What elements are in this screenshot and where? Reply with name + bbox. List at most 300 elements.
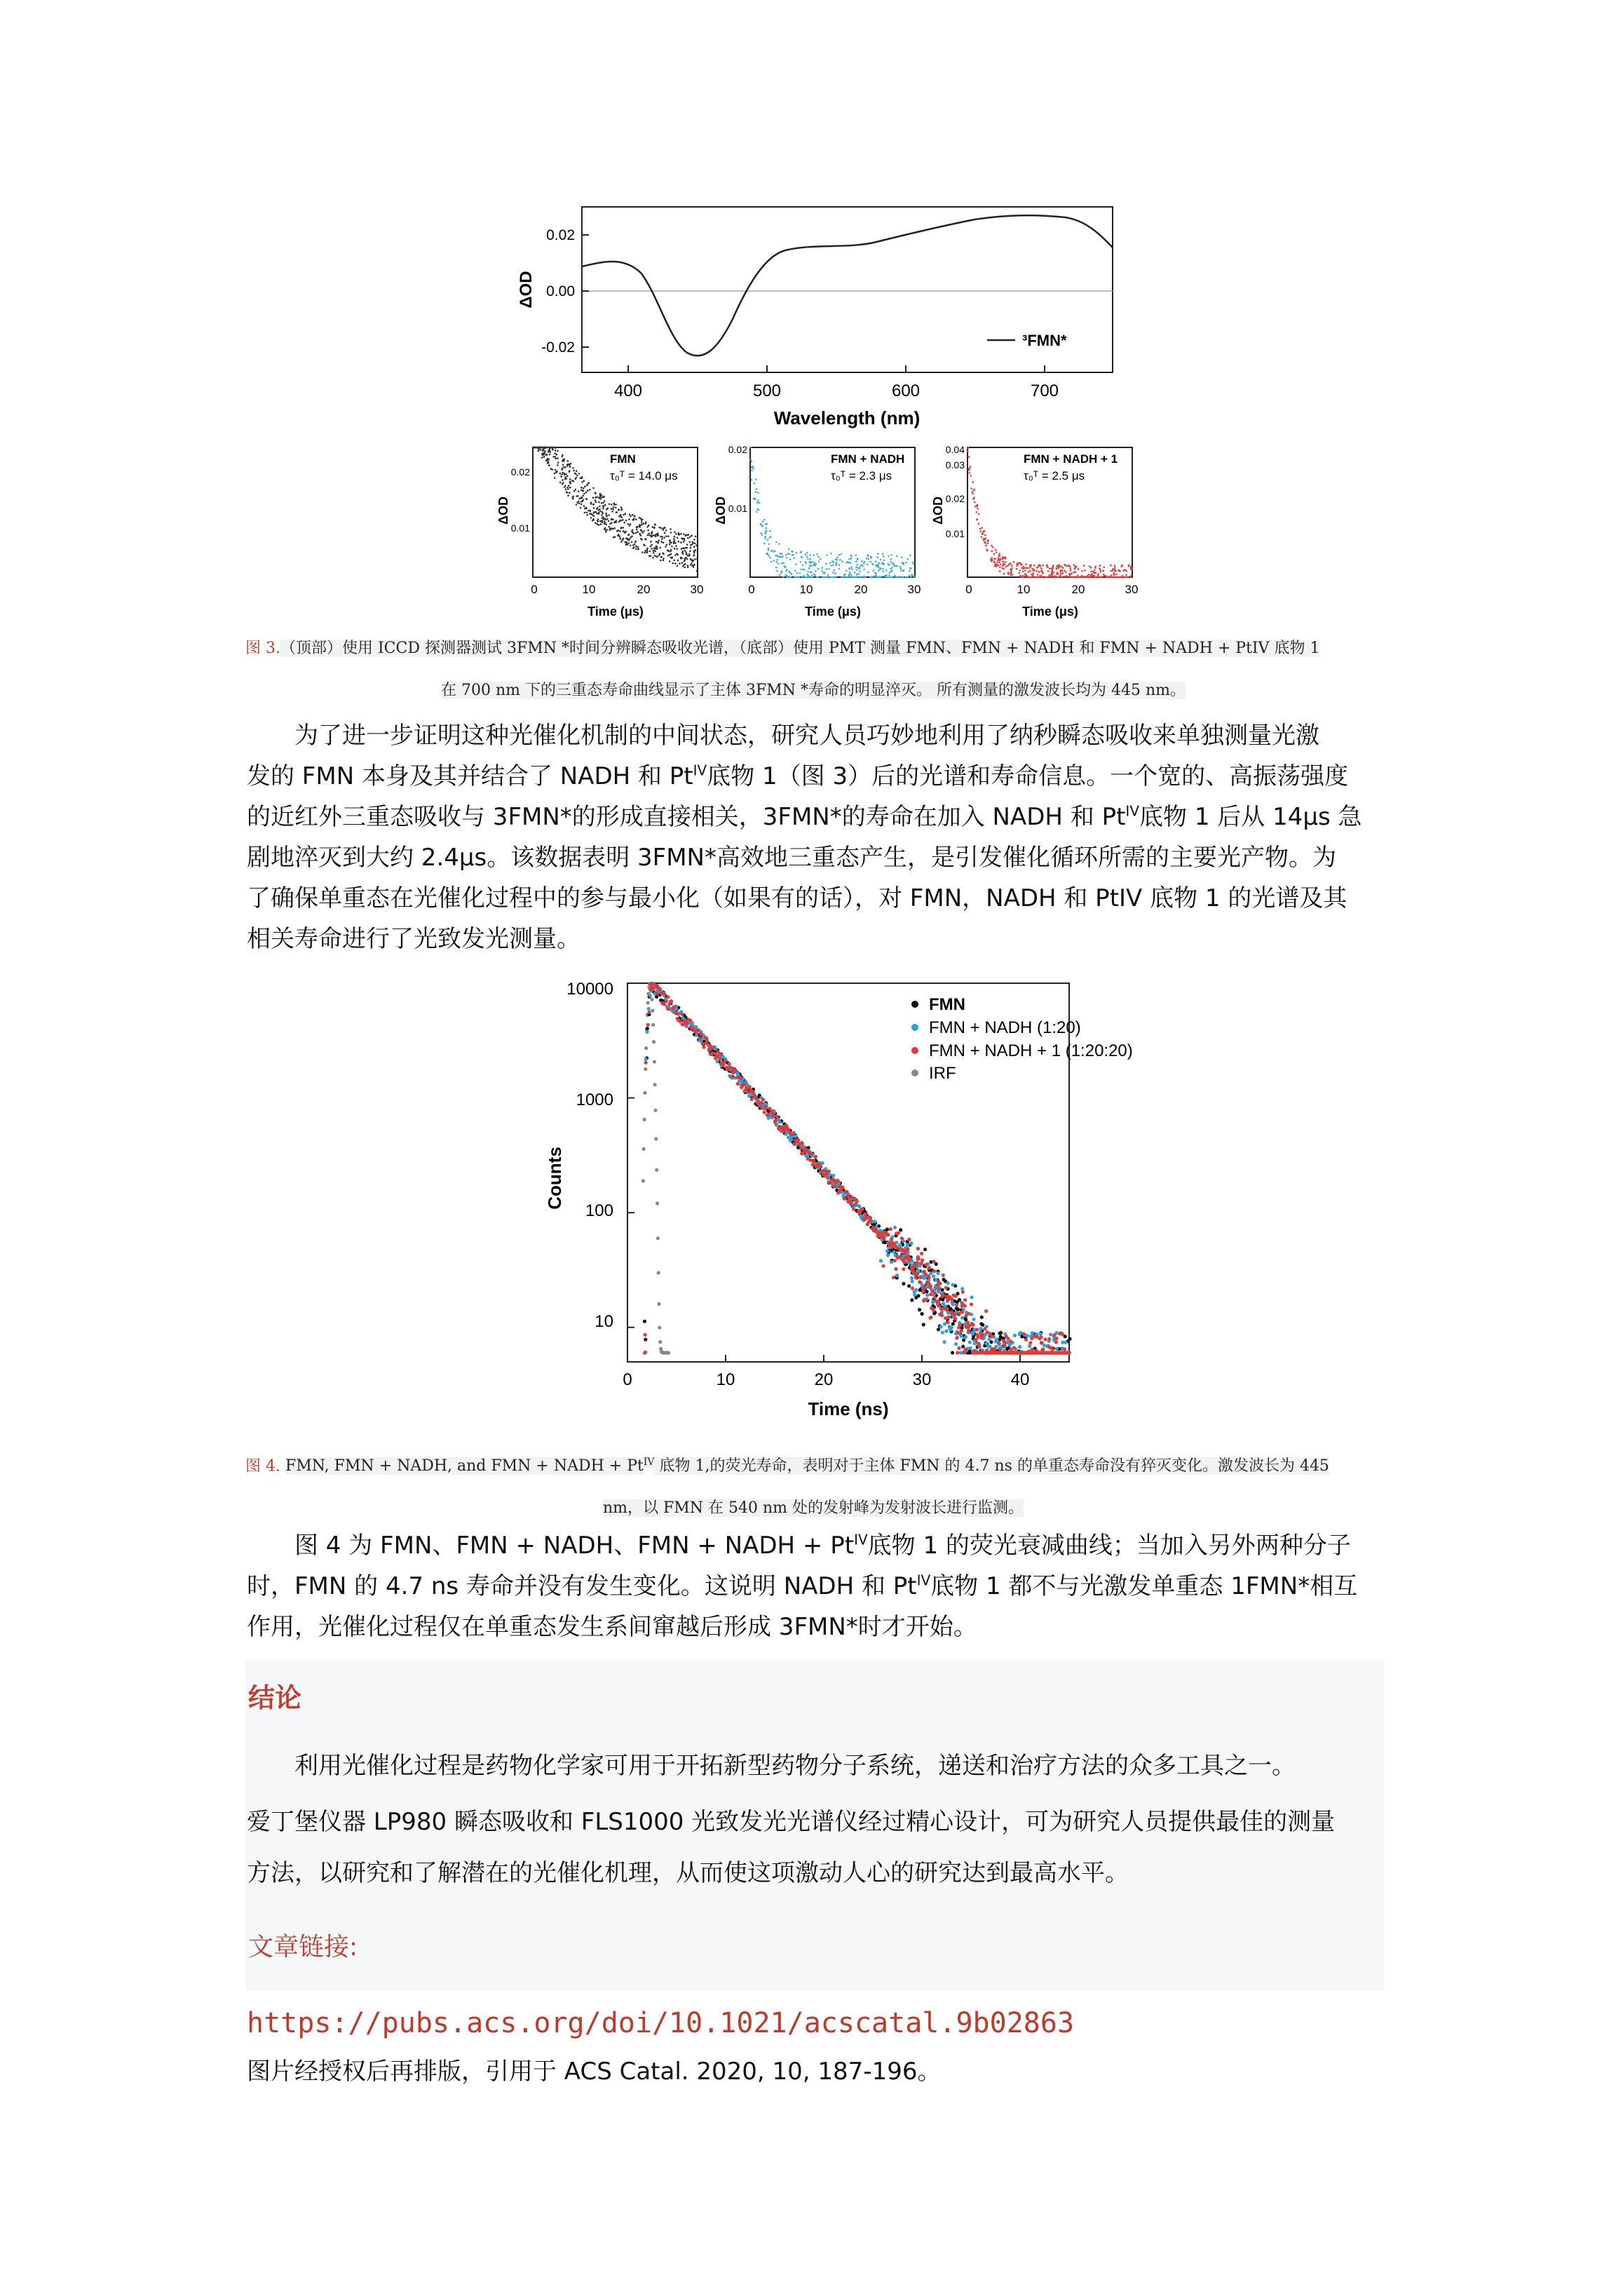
inset0-point <box>545 460 548 462</box>
inset2-xtick-3: 30 <box>1125 583 1139 596</box>
inset0-point <box>552 456 555 458</box>
inset0-point <box>690 564 692 566</box>
inset0-point <box>645 521 647 523</box>
inset0-point <box>583 480 585 482</box>
inset1-point <box>788 571 790 573</box>
inset1-point <box>850 555 853 557</box>
inset0-point <box>575 473 577 475</box>
inset0-point <box>578 498 580 500</box>
inset2-points <box>967 447 1133 579</box>
inset2-point <box>991 545 993 547</box>
inset0-point <box>683 548 685 550</box>
fig4-point-2 <box>974 1338 977 1342</box>
inset0-point <box>647 529 649 532</box>
inset2-point <box>1099 567 1101 569</box>
inset1-point <box>882 553 884 555</box>
inset0-point <box>644 550 646 552</box>
para2-l1b: 底物 1 的荧光衰减曲线；当加入另外两种分子 <box>867 1532 1351 1560</box>
fig4-point-2 <box>809 1159 813 1162</box>
inset2-point <box>1028 567 1030 569</box>
inset1-point <box>810 571 812 573</box>
inset1-point <box>763 543 766 545</box>
fig4-point-2 <box>918 1276 922 1279</box>
inset0-point <box>601 502 603 504</box>
fig4-point-1 <box>893 1226 897 1229</box>
fig4-point-2 <box>944 1286 948 1290</box>
inset1-point <box>776 555 778 557</box>
inset0-tau: τ₀ᵀ = 14.0 μs <box>610 469 678 482</box>
fig4-point-2 <box>666 1007 670 1011</box>
inset0-point <box>689 551 691 553</box>
fig4-point-2 <box>921 1259 924 1262</box>
fig4-point-2 <box>924 1263 928 1267</box>
inset0-point <box>565 489 567 491</box>
inset2-point <box>1074 568 1076 570</box>
inset0-point <box>619 538 621 540</box>
inset0-point <box>576 470 578 472</box>
inset2-point <box>1056 567 1058 569</box>
inset2-point <box>1084 576 1086 579</box>
inset2-point <box>1051 567 1053 569</box>
inset1-point <box>909 569 911 572</box>
fig4-point-2 <box>961 1290 965 1294</box>
fig4-point-2 <box>1043 1337 1047 1341</box>
inset0-point <box>674 555 677 557</box>
fig4-point-2 <box>761 1098 765 1101</box>
inset2-point <box>1131 568 1133 570</box>
fig4-point-2 <box>1041 1347 1045 1351</box>
inset2-point <box>1070 568 1072 570</box>
inset0-point <box>604 522 606 525</box>
inset0-point <box>632 514 634 516</box>
fig4-point-2 <box>810 1152 813 1155</box>
fig4-xtick-1: 10 <box>716 1370 735 1389</box>
inset1-point <box>878 562 881 565</box>
inset2-point <box>1100 571 1102 573</box>
inset0-point <box>602 508 604 510</box>
fig4-point-2 <box>929 1292 932 1296</box>
fig4-point-irf <box>655 1168 658 1172</box>
inset2-point <box>1091 573 1093 575</box>
inset1-point <box>851 568 853 570</box>
inset2-point <box>991 559 993 561</box>
figure3-top-chart <box>484 200 1129 438</box>
fig4-point-2 <box>937 1299 941 1303</box>
inset1-point <box>813 562 815 564</box>
fig4-point-2 <box>901 1248 904 1252</box>
inset1-point <box>886 576 888 579</box>
inset2-point <box>986 540 989 542</box>
fig4-point-0 <box>806 1146 810 1149</box>
inset0-point <box>623 527 625 529</box>
fig4-point-2 <box>896 1256 899 1260</box>
inset1-point <box>795 563 797 565</box>
inset2-point <box>1039 576 1041 579</box>
inset1-point <box>775 567 777 569</box>
inset0-point <box>566 464 569 466</box>
fig4-point-2 <box>954 1295 958 1298</box>
inset1-point <box>795 576 797 579</box>
inset0-point <box>618 529 620 532</box>
inset1-point <box>809 554 811 556</box>
inset2-point <box>1002 565 1004 567</box>
inset1-point <box>802 565 804 567</box>
legend-irf: IRF <box>929 1064 956 1083</box>
fig4-point-2 <box>914 1276 918 1279</box>
legend-dot-fmn-nadh-1 <box>911 1047 918 1054</box>
inset1-point <box>891 567 893 569</box>
inset0-point <box>620 506 623 508</box>
inset0-point <box>580 501 583 503</box>
inset2-point <box>970 466 972 468</box>
fig4-point-0 <box>910 1298 914 1302</box>
inset2-point <box>1071 576 1073 578</box>
inset1-point <box>817 576 819 579</box>
inset1-point <box>759 502 761 504</box>
fig4-point-2 <box>715 1054 719 1058</box>
inset0-point <box>540 449 542 451</box>
inset0-point <box>598 513 600 515</box>
fig4-point-irf <box>654 1137 658 1140</box>
fig4-point-2 <box>986 1330 989 1334</box>
inset2-xlabel: Time (μs) <box>1022 605 1078 619</box>
inset0-point <box>684 567 686 569</box>
fig4-point-2 <box>679 1020 682 1023</box>
inset0-point <box>655 547 657 549</box>
inset0-point <box>661 538 663 540</box>
inset0-point <box>637 531 639 533</box>
fig4-point-2 <box>889 1227 892 1231</box>
fig4-point-irf <box>667 1351 670 1354</box>
fig4-point-2 <box>773 1121 777 1124</box>
caption3-text2: 在 700 nm 下的三重态寿命曲线显示了主体 3FMN *寿命的明显淬灭。 所有测量的激发波长均为 445 nm。 <box>440 682 1186 699</box>
fig4-point-2 <box>700 1041 704 1045</box>
inset0-xtick-1: 10 <box>582 583 596 596</box>
inset0-point <box>683 534 685 536</box>
inset0-point <box>654 524 656 526</box>
inset1-xlabel: Time (μs) <box>805 605 861 619</box>
inset2-point <box>999 570 1001 572</box>
inset1-point <box>892 562 894 565</box>
inset2-point <box>1097 573 1099 575</box>
inset2-point <box>1094 574 1096 576</box>
inset0-point <box>635 532 637 534</box>
inset1-point <box>806 555 808 558</box>
fig4-point-2 <box>1012 1346 1016 1349</box>
inset0-point <box>677 565 679 567</box>
inset1-point <box>773 560 775 562</box>
inset0-point <box>566 475 569 478</box>
inset1-point <box>756 501 759 504</box>
fig4-point-2 <box>672 1005 676 1008</box>
inset1-point <box>855 554 857 556</box>
inset2-point <box>1092 571 1094 573</box>
inset2-point <box>1000 564 1002 566</box>
ytick-1: 0.00 <box>546 283 575 299</box>
inset0-point <box>597 520 599 522</box>
inset1-point <box>775 541 777 543</box>
fig4-point-1 <box>892 1250 895 1254</box>
fig4-point-irf <box>643 1118 646 1121</box>
inset0-point <box>604 504 606 506</box>
para1-l3a: 的近红外三重态吸收与 3FMN*的形成直接相关，3FMN*的寿命在加入 NADH 和 Pt <box>247 803 1126 831</box>
inset1-point <box>890 568 892 570</box>
fig4-point-2 <box>646 1023 650 1027</box>
inset1-point <box>900 568 902 570</box>
fig4-point-irf <box>656 1236 660 1240</box>
fig4-point-0 <box>962 1338 965 1342</box>
inset0-point <box>549 454 551 456</box>
fig4-point-2 <box>998 1348 1002 1351</box>
inset2-point <box>1064 564 1066 566</box>
conclusion-text <box>247 1743 1383 1891</box>
fig4-point-2 <box>843 1197 846 1201</box>
fig4-point-2 <box>929 1316 932 1320</box>
fig4-point-2 <box>760 1101 763 1105</box>
inset0-point <box>688 534 690 536</box>
inset0-point <box>572 496 574 498</box>
caption4-line2 <box>245 1487 1381 1529</box>
inset0-point <box>562 479 564 481</box>
inset0-point <box>641 519 643 521</box>
inset2-point <box>1038 571 1040 573</box>
fig4-point-irf <box>652 1040 656 1044</box>
fig4-point-2 <box>986 1351 990 1354</box>
inset1-point <box>872 563 874 565</box>
caption4-sup: IV <box>643 1457 655 1468</box>
inset2-point <box>1110 565 1112 567</box>
inset1-point <box>850 567 853 569</box>
inset0-point <box>592 487 595 489</box>
inset0-point <box>599 498 602 500</box>
inset0-point <box>564 466 566 468</box>
inset2-point <box>1103 574 1106 576</box>
inset0-point <box>656 548 658 550</box>
para2-l1a: 图 4 为 FMN、FMN + NADH、FMN + NADH + Pt <box>294 1532 855 1560</box>
inset0-point <box>583 487 585 489</box>
fig4-point-2 <box>903 1261 906 1264</box>
inset2-point <box>1120 565 1122 567</box>
inset1-point <box>826 554 828 556</box>
inset0-point <box>582 490 584 492</box>
inset2-point <box>1040 567 1043 569</box>
inset1-point <box>801 556 803 558</box>
inset0-point <box>599 511 602 513</box>
fig4-point-2 <box>643 1351 646 1354</box>
inset1-point <box>751 469 753 471</box>
inset1-point <box>826 568 828 570</box>
inset0-point <box>601 520 603 522</box>
inset0-point <box>557 462 559 464</box>
fig4-point-irf <box>653 1109 657 1112</box>
inset2-point <box>1113 574 1115 576</box>
fig4-point-0 <box>899 1228 902 1231</box>
inset2-point <box>1047 566 1049 568</box>
inset2-point <box>968 468 970 470</box>
inset0-point <box>608 520 610 522</box>
inset1-point <box>755 478 757 480</box>
inset2-point <box>1007 565 1009 567</box>
fig4-point-2 <box>895 1246 899 1250</box>
inset0-point <box>603 496 605 498</box>
fig4-point-2 <box>818 1163 822 1166</box>
fig4-point-2 <box>957 1346 960 1350</box>
inset0-point <box>555 447 557 450</box>
inset0-point <box>635 518 637 520</box>
inset0-point <box>675 533 677 535</box>
inset0-point <box>632 544 634 546</box>
para2-l2sup: IV <box>916 1572 931 1589</box>
inset1-point <box>878 576 880 579</box>
inset2-point <box>1070 569 1072 572</box>
inset0-point <box>696 570 698 572</box>
inset1-point <box>769 557 771 559</box>
inset2-point <box>1113 572 1115 574</box>
inset1-point <box>824 576 827 579</box>
inset2-point <box>986 548 988 551</box>
inset2-point <box>1029 570 1031 572</box>
fig4-point-2 <box>960 1329 963 1332</box>
inset2-point <box>1089 565 1091 567</box>
inset0-point <box>618 535 620 537</box>
fig4-point-irf <box>653 1060 656 1064</box>
inset0-point <box>601 514 603 516</box>
inset1-point <box>809 565 811 567</box>
inset0-point <box>674 540 676 542</box>
inset1-point <box>870 561 872 563</box>
inset0-point <box>623 514 625 516</box>
inset1-point <box>769 530 771 532</box>
inset1-point <box>851 576 853 579</box>
fig4-point-2 <box>955 1303 958 1306</box>
fig4-point-2 <box>964 1348 967 1351</box>
inset0-point <box>691 534 693 536</box>
inset0-point <box>599 520 602 522</box>
inset1-point <box>870 556 872 558</box>
inset2-point <box>1114 565 1116 567</box>
inset0-point <box>649 546 651 548</box>
fig4-point-2 <box>864 1215 868 1219</box>
inset0-point <box>569 480 571 482</box>
inset1-point <box>806 576 808 579</box>
fig4-point-1 <box>910 1276 914 1280</box>
inset1-point <box>867 554 869 556</box>
inset2-point <box>993 558 996 560</box>
inset0-point <box>655 534 657 536</box>
inset2-point <box>1029 565 1031 567</box>
fig4-point-2 <box>771 1112 775 1115</box>
fig4-point-2 <box>750 1098 754 1101</box>
inset1-point <box>841 560 843 562</box>
inset0-point <box>586 512 588 514</box>
inset1-point <box>836 562 838 564</box>
fig4-point-2 <box>897 1231 900 1235</box>
inset1-point <box>785 569 787 572</box>
fig4-point-irf <box>643 1091 646 1095</box>
inset2-point <box>1094 572 1096 574</box>
inset2-point <box>1058 567 1060 569</box>
fig4-point-2 <box>752 1090 755 1094</box>
inset1-point <box>768 548 770 550</box>
inset0-point <box>660 560 662 562</box>
inset2-point <box>1103 570 1105 572</box>
inset2-point <box>1061 576 1063 579</box>
caption3-text1: （顶部）使用 ICCD 探测器测试 3FMN *时间分辨瞬态吸收光谱，（底部）使用 PMT 测量 FMN、FMN + NADH 和 FMN + NADH + PtIV 底物 1 <box>280 640 1320 657</box>
inset0-point <box>616 511 618 513</box>
inset0-point <box>561 473 563 475</box>
fig4-point-2 <box>892 1276 895 1279</box>
inset2-point <box>1007 572 1010 574</box>
fig4-point-2 <box>771 1114 775 1118</box>
inset1-point <box>791 551 793 553</box>
inset0-point <box>581 481 583 483</box>
inset2-point <box>1061 566 1063 568</box>
inset2-tau: τ₀ᵀ = 2.5 μs <box>1024 469 1085 482</box>
inset2-point <box>985 545 987 547</box>
inset0-point <box>609 523 611 525</box>
article-url-link[interactable]: https://pubs.acs.org/doi/10.1021/acscatal.9b02863 <box>247 2007 1075 2039</box>
xtick-3: 700 <box>1030 381 1059 400</box>
inset0-point <box>538 449 540 451</box>
inset2-point <box>1033 565 1035 567</box>
inset2-point <box>1013 561 1015 563</box>
inset2-point <box>996 561 998 563</box>
fig4-point-1 <box>936 1271 939 1275</box>
inset0-point <box>651 532 653 534</box>
inset0-point <box>566 487 569 489</box>
fig4-point-0 <box>999 1331 1003 1335</box>
inset2-point <box>1115 574 1118 576</box>
inset1-point <box>906 562 908 564</box>
inset0-point <box>677 554 679 556</box>
para1-l3sup: IV <box>1125 802 1140 820</box>
inset1-point <box>874 572 876 574</box>
inset0-point <box>687 555 689 558</box>
inset0-point <box>609 504 611 506</box>
inset0-point <box>621 516 623 518</box>
inset2-point <box>967 450 969 452</box>
fig4-point-2 <box>688 1019 692 1022</box>
inset1-point <box>811 561 813 563</box>
inset0-point <box>660 547 662 549</box>
inset2-point <box>1062 572 1064 574</box>
inset0-point <box>593 512 595 514</box>
inset0-point <box>583 493 585 495</box>
inset0-point <box>595 511 597 513</box>
inset0-point <box>578 501 580 503</box>
inset0-point <box>686 543 688 546</box>
fig4-point-2 <box>800 1141 803 1144</box>
inset0-point <box>564 478 566 480</box>
inset2-point <box>1090 570 1092 572</box>
inset1-point <box>875 565 877 567</box>
inset2-point <box>1016 568 1018 570</box>
fig4-point-1 <box>857 1205 861 1208</box>
inset0-point <box>685 551 687 553</box>
inset1-point <box>875 560 877 562</box>
inset0-point <box>622 519 624 521</box>
inset0-point <box>576 475 578 477</box>
inset0-point <box>555 450 557 452</box>
fig4-point-2 <box>963 1304 967 1308</box>
fig4-point-2 <box>921 1290 925 1294</box>
inset1-point <box>817 556 820 558</box>
fig4-point-2 <box>997 1342 1000 1345</box>
inset0-point <box>657 534 659 536</box>
fig4-point-2 <box>956 1351 959 1354</box>
inset0-point <box>651 526 653 528</box>
fig4-point-2 <box>681 1013 684 1016</box>
